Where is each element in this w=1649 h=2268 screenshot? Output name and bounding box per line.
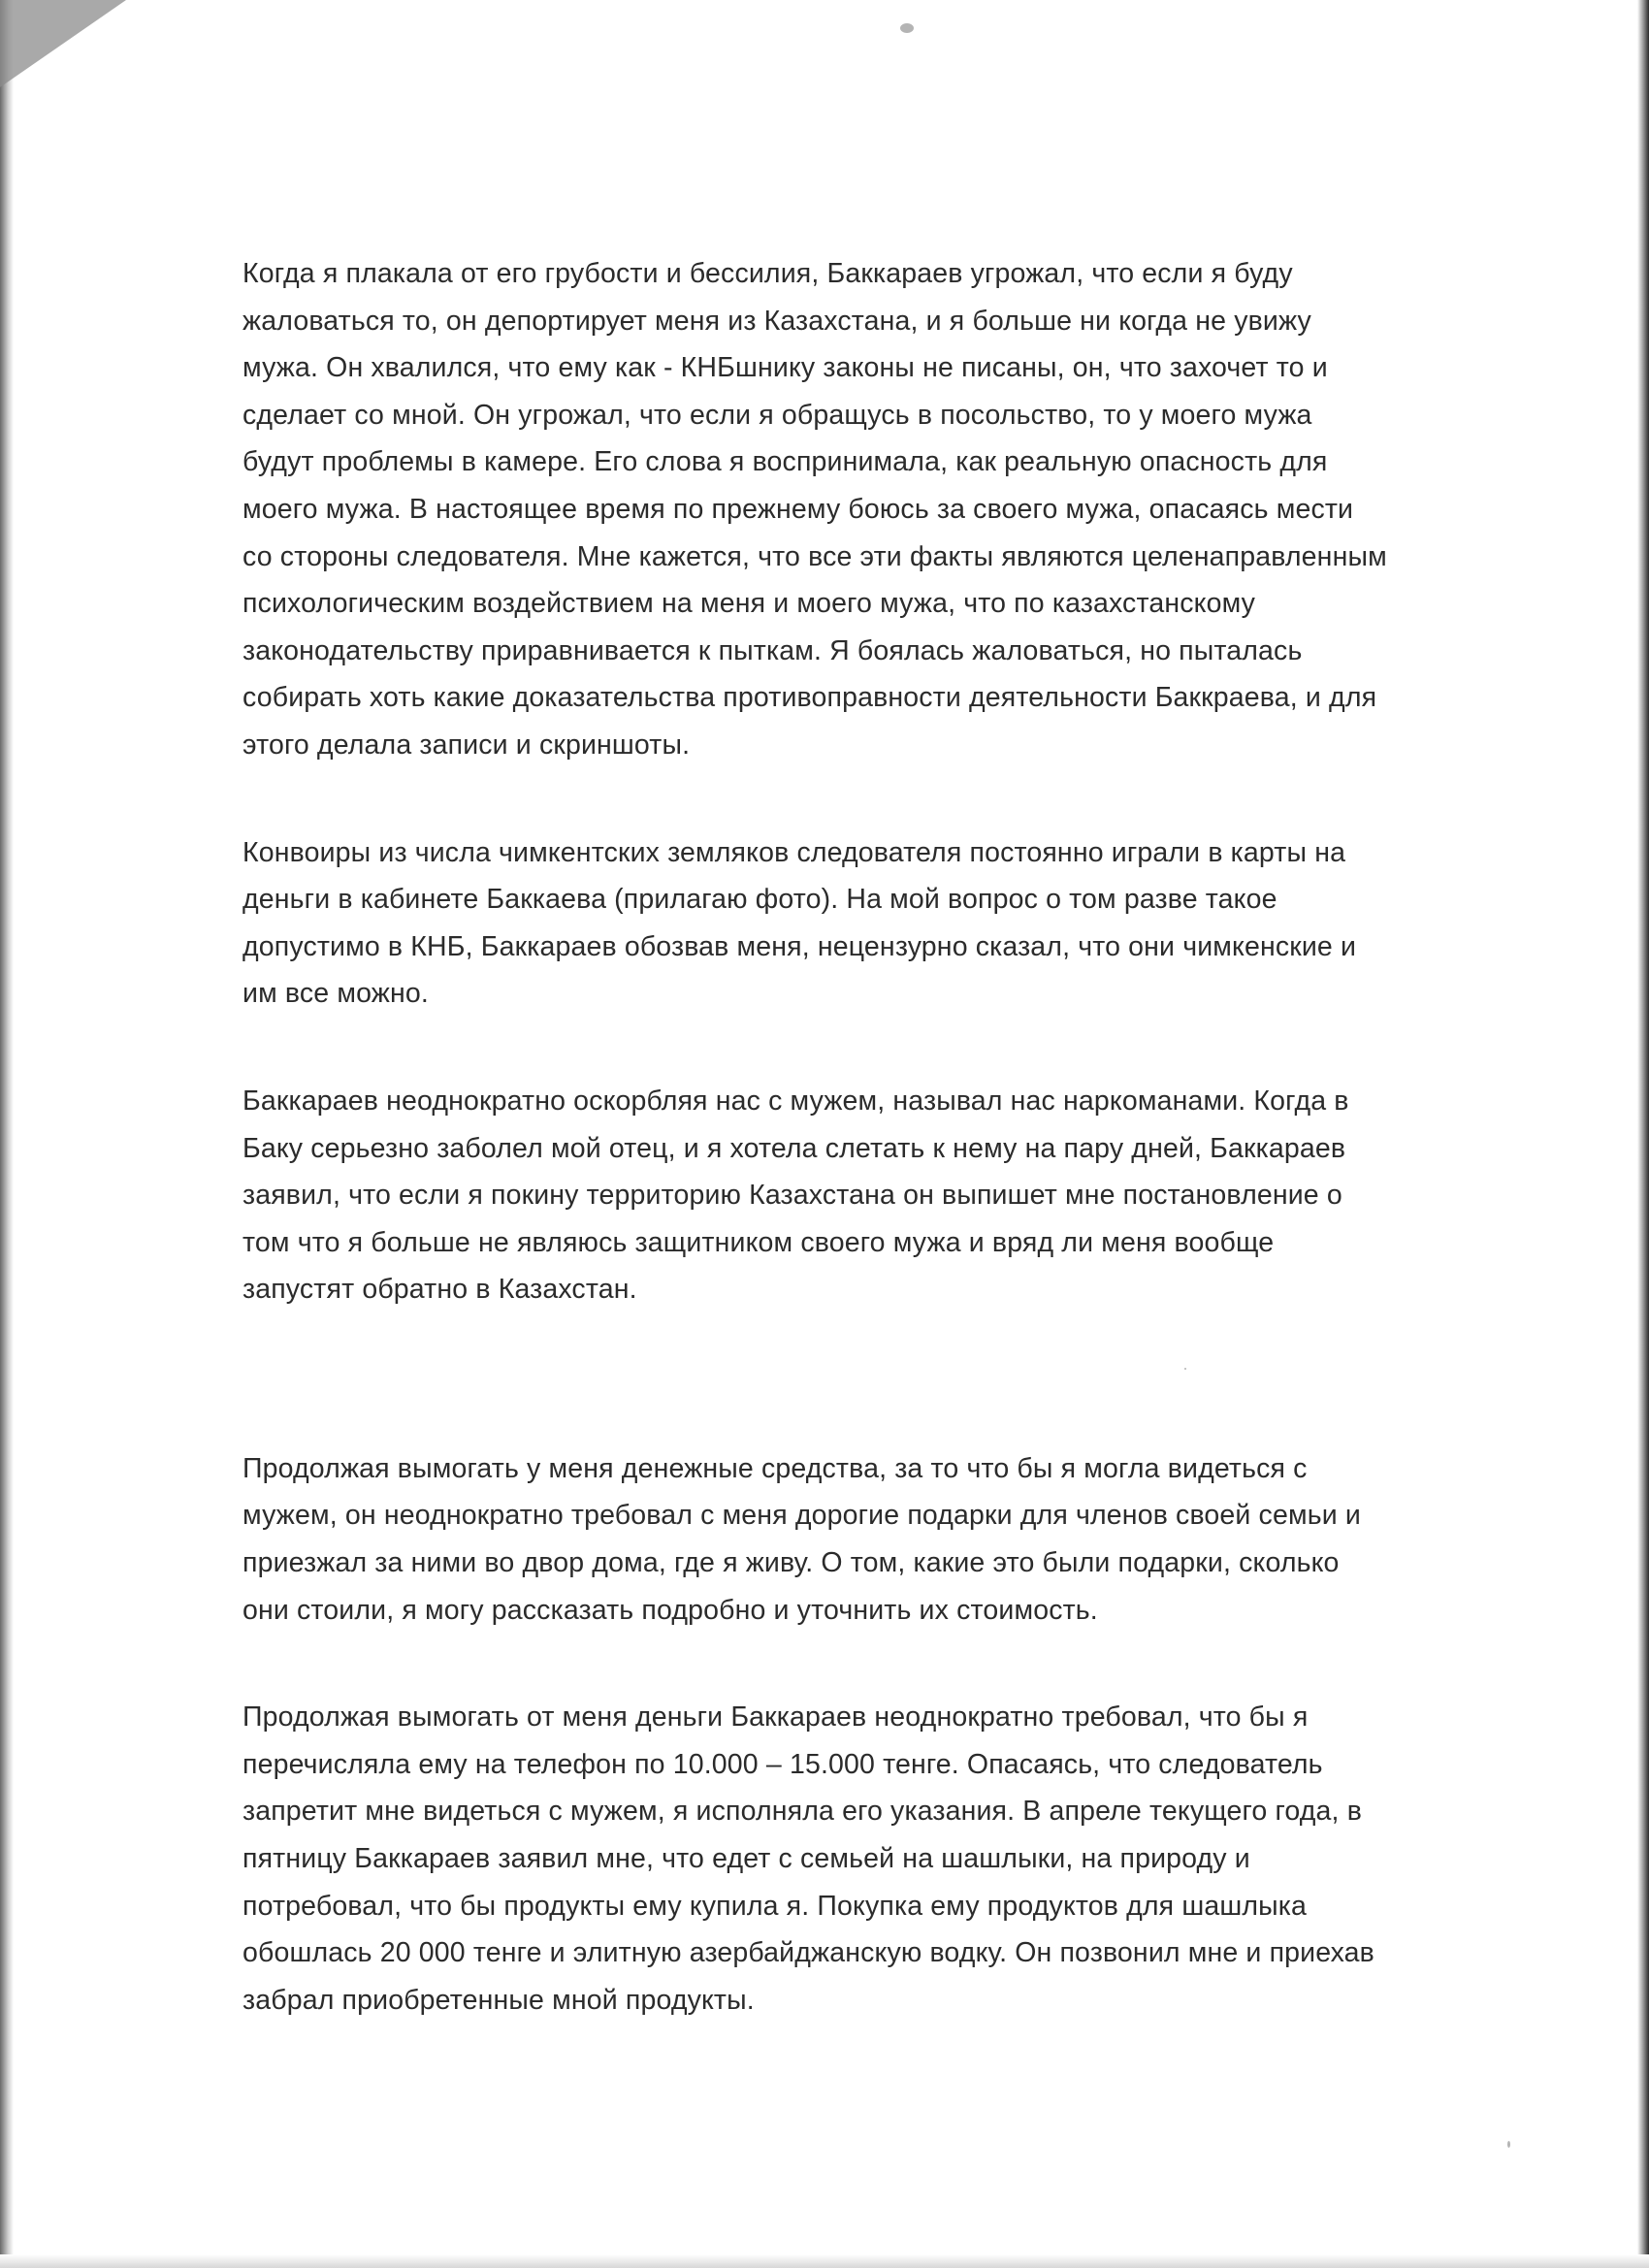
- scan-right-edge: [1637, 0, 1649, 2268]
- paragraph-gift-extortion: Продолжая вымогать у меня денежные средства, за то что бы я могла видеться с мужем, он неоднократно требовал с меня дорогие подарки для членов своей семьи и приезжал за ними во двор дома, где я живу. О том, какие это были подарки, сколько они стоили, я могу рассказать подробно и уточнить их стоимость.: [242, 1452, 1361, 1626]
- scan-bottom-edge: [0, 2254, 1649, 2268]
- paragraph-convoy-card-games: Конвоиры из числа чимкентских земляков следователя постоянно играли в карты на деньги в кабинете Баккаева (прилагаю фото). На мой вопрос о том разве такое допустимо в КНБ, Баккараев обозвав меня, нецензурно сказал, что они чимкенские и им все можно.: [242, 836, 1357, 1010]
- paragraph-insults-travel: Баккараев неоднократно оскорбляя нас с мужем, называл нас наркоманами. Когда в Баку серьезно заболел мой отец, и я хотела слетать к нему на пару дней, Баккараев заявил, что если я покину территорию Казахстана он выпишет мне постановление о том что я больше не являюсь защитником своего мужа и вряд ли меня вообще запустят обратно в Казахстан.: [242, 1085, 1349, 1306]
- scan-left-edge: [0, 0, 14, 2268]
- scan-folded-corner: [0, 0, 126, 87]
- scan-speck: [900, 23, 914, 33]
- document-body: [242, 250, 1387, 2024]
- scan-speck: [1507, 2141, 1510, 2148]
- paragraph-threats: Когда я плакала от его грубости и бессилия, Баккараев угрожал, что если я буду жаловаться то, он депортирует меня из Казахстана, и я больше ни когда не увижу мужа. Он хвалился, что ему как - КНБшнику законы не писаны, он, что захочет то и сделает со мной. Он угрожал, что если я обращусь в посольство, то у моего мужа будут проблемы в камере. Его слова я воспринимала, как реальную опасность для моего мужа. В настоящее время по прежнему боюсь за своего мужа, опасаясь мести со стороны следователя. Мне кажется, что все эти факты являются целенаправленным психологическим воздействием на меня и моего мужа, что по казахстанскому законодательству приравнивается к пыткам. Я боялась жаловаться, но пыталась собирать хоть какие доказательства противоправности деятельности Баккраева, и для этого делала записи и скриншоты.: [242, 258, 1387, 761]
- paragraph-money-extortion: Продолжая вымогать от меня деньги Баккараев неоднократно требовал, что бы я перечисляла ему на телефон по 10.000 – 15.000 тенге. Опасаясь, что следователь запретит мне видеться с мужем, я исполняла его указания. В апреле текущего года, в пятницу Баккараев заявил мне, что едет с семьей на шашлыки, на природу и потребовал, что бы продукты ему купила я. Покупка ему продуктов для шашлыка обошлась 20 000 тенге и элитную азербайджанскую водку. Он позвонил мне и приехав забрал приобретенные мной продукты.: [242, 1701, 1374, 2016]
